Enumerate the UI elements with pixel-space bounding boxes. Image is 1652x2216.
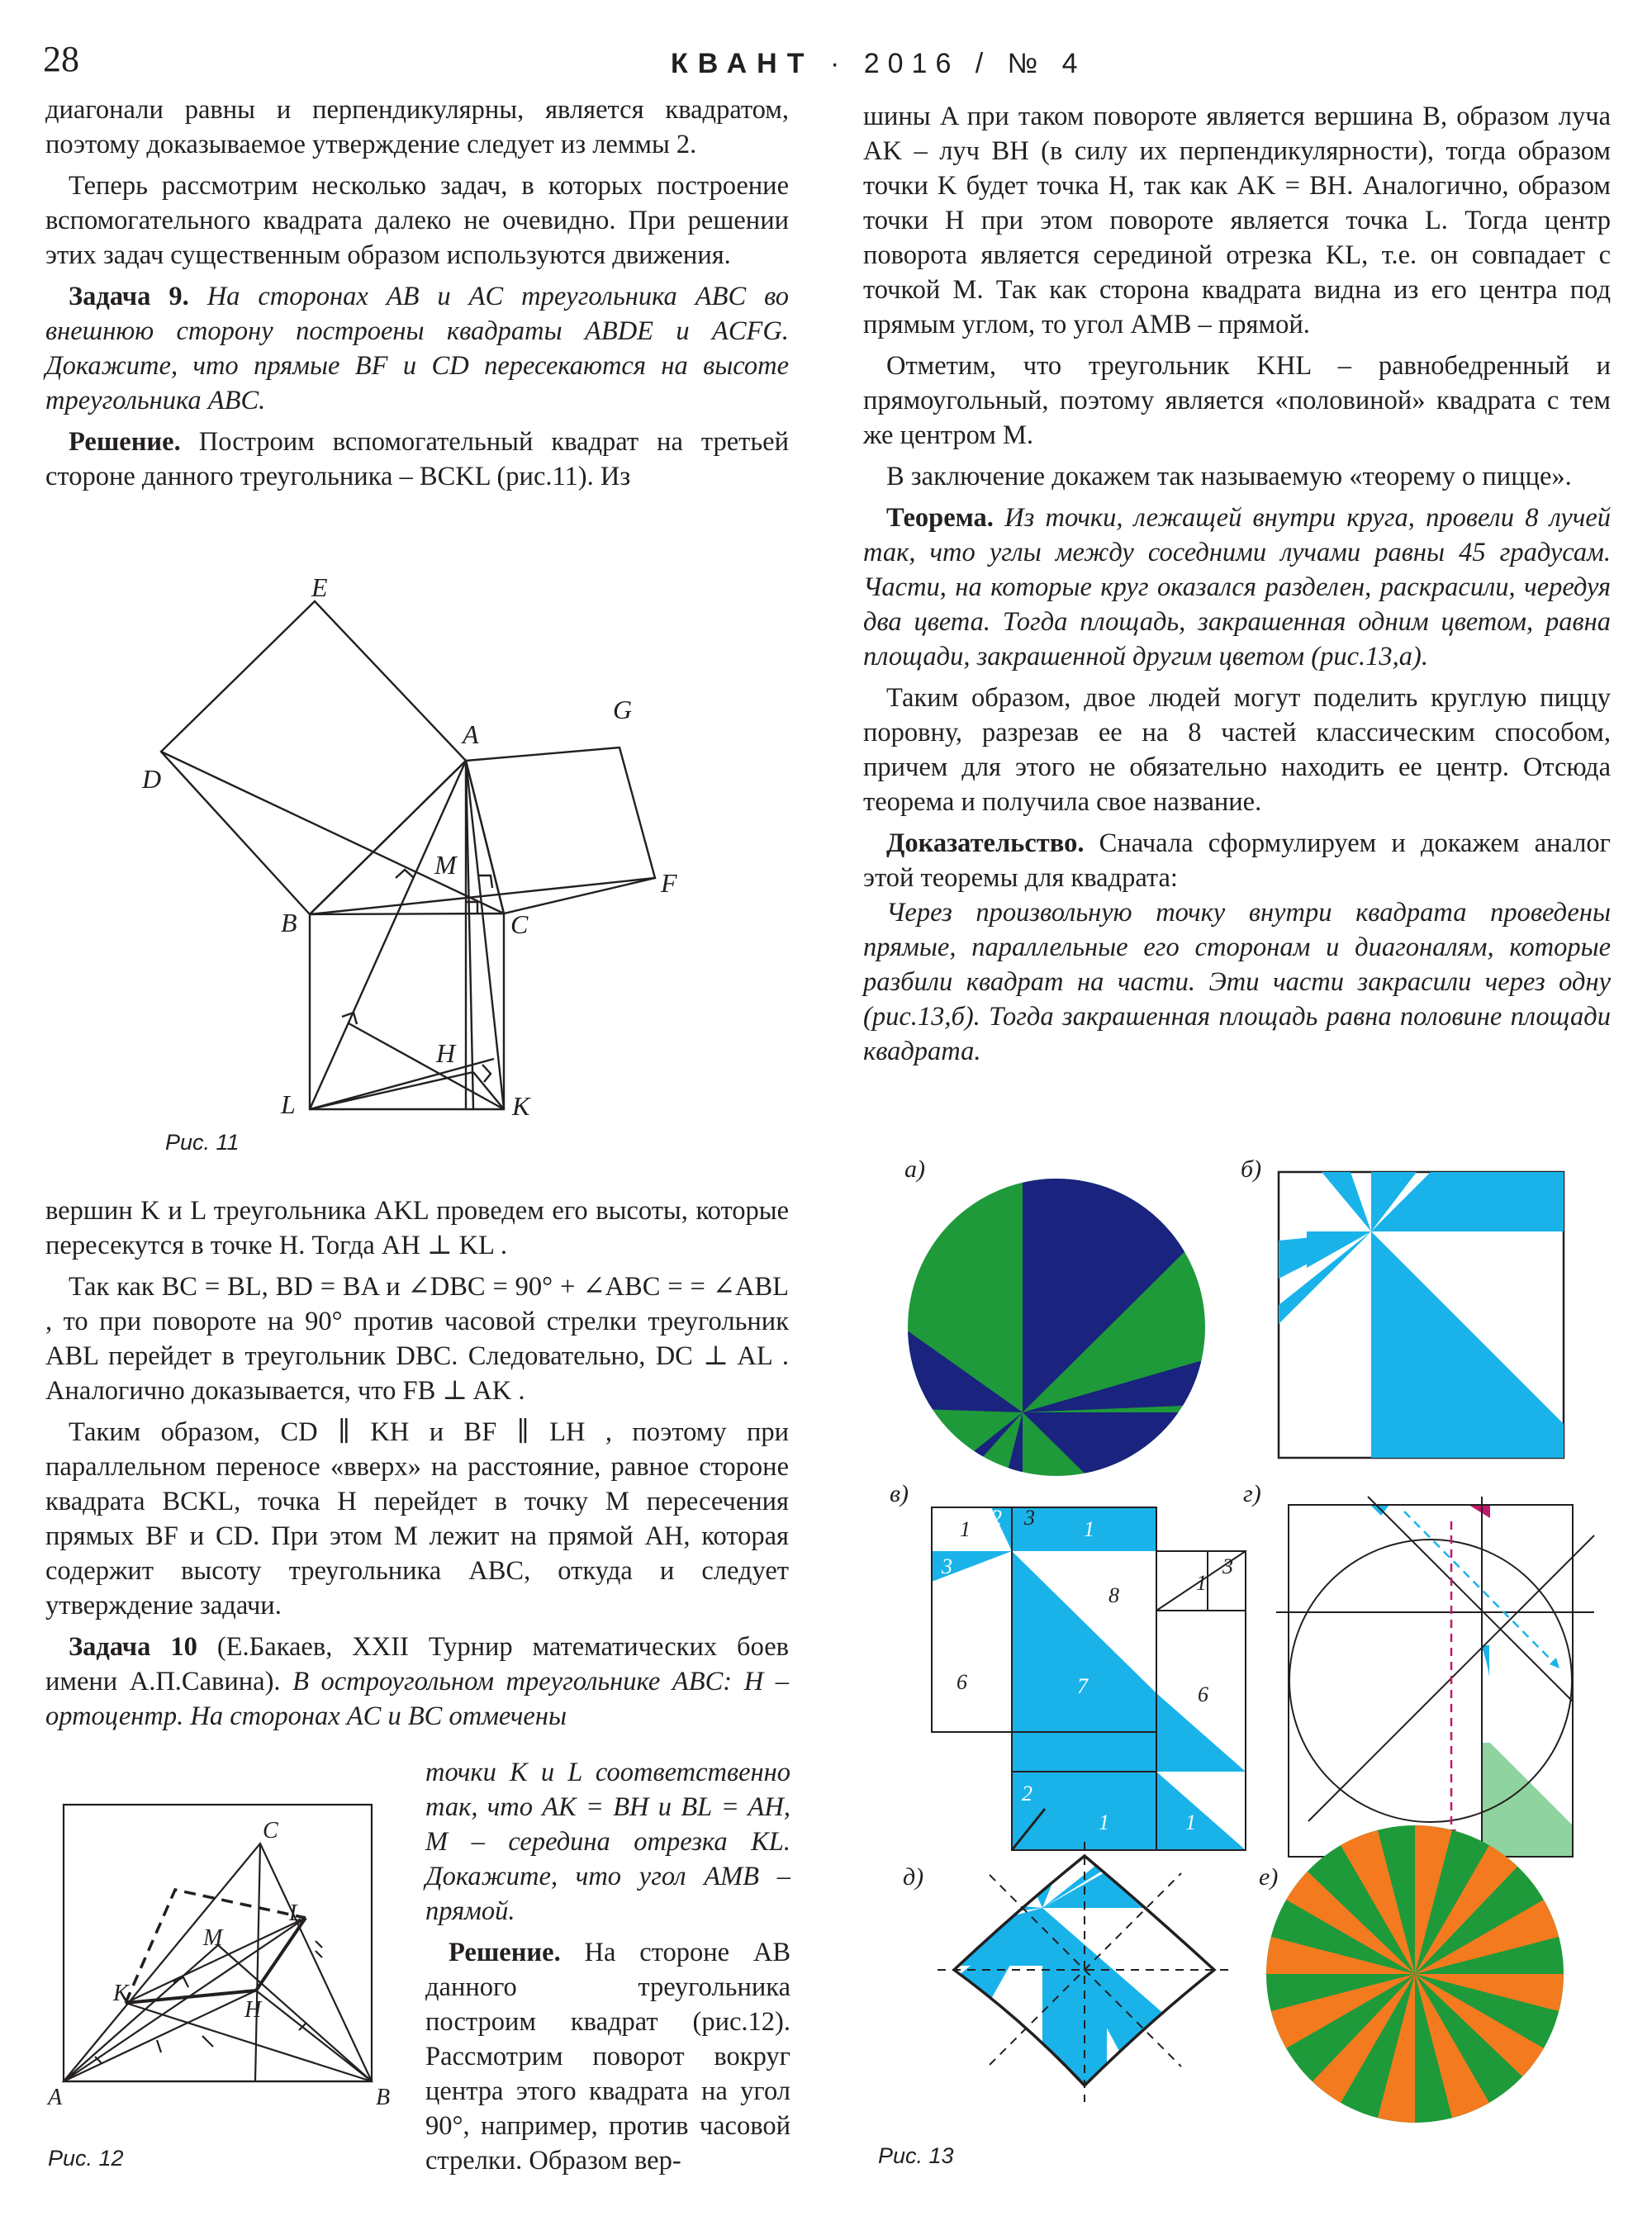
paragraph: Так как BC = BL, BD = BA и ∠DBC = 90° + ∠ABC = = ∠ABL , то при повороте на 90° против часовой стрелки треугольник ABL перейдет в треугольник DBC. Следовательно, DC ⊥ AL . Аналогично доказывается, что FB ⊥ AK .	[45, 1272, 789, 1406]
panel-d	[938, 1842, 1231, 2102]
paragraph: вершин K и L треугольника AKL проведем его высоты, которые пересекутся в точке H. Тогда AH ⊥ KL .	[45, 1196, 789, 1260]
journal-issue: · 2016 / № 4	[829, 48, 1086, 79]
panel-label-b: б)	[1241, 1155, 1262, 1183]
panel-label-d: д)	[903, 1863, 924, 1891]
theorem-label: Теорема.	[886, 503, 994, 533]
label-K: K	[512, 1091, 530, 1121]
label-D: D	[142, 764, 162, 794]
page-number: 28	[43, 39, 79, 79]
label-M: M	[203, 1925, 223, 1951]
lemma-text: Через произвольную точку внутри квадрата проведены прямые, параллельные его сторонам и диагоналям, которые разбили квадрат на части. Эти части закрасили через одну (рис.13,б). Тогда закрашенная площадь равна половине площади квадрата.	[863, 898, 1611, 1066]
task-10	[45, 1630, 789, 1734]
paragraph: В заключение докажем так называемую «теорему о пицце».	[886, 462, 1572, 491]
region-label: 1	[960, 1517, 971, 1541]
region-label: 6	[957, 1670, 967, 1694]
paragraph: Теперь рассмотрим несколько задач, в которых построение вспомогательного квадрата далеко не очевидно. При решении этих задач существенным образом используются движения.	[45, 171, 789, 270]
region-label: 3	[1024, 1506, 1035, 1530]
proof-label: Доказательство.	[886, 828, 1085, 858]
figure-12-caption: Рис. 12	[48, 2146, 124, 2171]
label-K: K	[113, 1981, 129, 2006]
paragraph: шины A при таком повороте является вершина B, образом луча AK – луч BH (в силу их перпендикулярности), тогда образом точки K будет точка H, так как AK = BH. Аналогично, образом точки H при этом повороте является точка L. Тогда центр поворота является серединой отрезка KL, т.е. он совпадает с точкой M. Так как сторона квадрата видна из его центра под прямым углом, то угол AMB – прямой.	[863, 102, 1611, 339]
task-label: Задача 9.	[69, 282, 189, 311]
region-label: 3	[942, 1554, 952, 1578]
journal-header	[671, 48, 1086, 80]
panel-label-a: а)	[904, 1155, 925, 1183]
task-text: На сторонах AB и AC треугольника ABC во внешнюю сторону построены квадраты ABDE и ACFG. Докажите, что прямые BF и CD пересекаются на высоте треугольника ABC.	[45, 282, 790, 415]
panel-label-g: г)	[1243, 1480, 1261, 1507]
figure-11	[124, 562, 867, 1148]
left-column-narrow	[425, 1755, 790, 2178]
region-label: 1	[1084, 1517, 1094, 1541]
label-F: F	[661, 868, 677, 898]
right-column	[863, 99, 1611, 1069]
label-G: G	[613, 695, 633, 724]
panel-b	[1279, 1172, 1564, 1458]
left-column-top	[45, 93, 789, 494]
region-label: 8	[1108, 1583, 1119, 1607]
task-10-continued	[425, 1755, 790, 1929]
region-label: 1	[1099, 1810, 1109, 1834]
panel-label-v: в)	[890, 1480, 909, 1507]
paragraph: Отметим, что треугольник KHL – равнобедренный и прямоугольный, поэтому является «половиной» квадрата с тем же центром M.	[863, 351, 1611, 450]
region-label: 3	[1222, 1554, 1233, 1578]
panel-v	[932, 1506, 1246, 1850]
label-A: A	[48, 2085, 63, 2110]
region-label: 1	[1196, 1571, 1207, 1595]
label-B: B	[281, 908, 297, 937]
solution-10	[425, 1935, 790, 2178]
panel-g	[1276, 1497, 1594, 1865]
theorem	[863, 501, 1611, 674]
left-column-middle	[45, 1193, 789, 1734]
paragraph: Таким образом, двое людей могут поделить круглую пиццу поровну, разрезав ее на 8 частей классическим способом, причем для этого не обязательно находить ее центр. Отсюда теорема и получила свое название.	[863, 683, 1611, 817]
journal-title: КВАНТ	[671, 48, 814, 79]
solution-text: На стороне AB данного треугольника построим квадрат (рис.12). Рассмотрим поворот вокруг центра этого квадрата на угол 90°, например, против часовой стрелки. Образом вер-	[425, 1938, 791, 2176]
panel-a	[892, 1140, 1222, 1503]
solution-text: Построим вспомогательный квадрат на третьей стороне данного треугольника – BCKL (рис.11). Из	[45, 427, 789, 491]
label-E: E	[311, 572, 328, 602]
task-text: В остроугольном треугольнике ABC: H – ортоцентр. На сторонах AC и BC отмечены	[45, 1667, 790, 1731]
paragraph: Таким образом, CD ∥ KH и BF ∥ LH , поэтому при параллельном переносе «вверх» на расстояние, равное стороне квадрата BCKL, точка H перейдет в точку M пересечения прямых BF и CD. При этом M лежит на прямой AH, которая содержит высоту треугольника ABC, откуда и следует утверждение задачи.	[45, 1417, 789, 1620]
square-lemma	[863, 895, 1611, 1069]
theorem-text: Из точки, лежащей внутри круга, провели 8 лучей так, что углы между соседними лучами равны 45 градусам. Части, на которые круг оказался разделен, раскрасили, чередуя два цвета. Тогда площадь, закрашенная одним цветом, равна площади, закрашенной другим цветом (рис.13,а).	[863, 503, 1612, 671]
label-H: H	[244, 1997, 262, 2023]
task-label: Задача 10	[69, 1632, 197, 1662]
square-bckl	[310, 913, 504, 1109]
region-label: 2	[1022, 1782, 1032, 1806]
region-label: 2	[991, 1506, 1002, 1530]
label-C: C	[510, 909, 529, 939]
paragraph: диагонали равны и перпендикулярны, является квадратом, поэтому доказываемое утверждение следует из леммы 2.	[45, 95, 789, 159]
label-M: M	[434, 850, 457, 880]
task-9	[45, 279, 789, 418]
figure-13	[859, 1152, 1619, 2209]
panel-label-e: е)	[1259, 1863, 1279, 1891]
panel-e	[1266, 1825, 1564, 2123]
label-H: H	[436, 1038, 456, 1068]
label-L: L	[281, 1089, 296, 1119]
figure-11-caption: Рис. 11	[165, 1130, 240, 1155]
region-label: 1	[1185, 1810, 1196, 1834]
label-B: B	[376, 2085, 391, 2110]
figure-12	[45, 1792, 392, 2114]
task-text: точки K и L соответственно так, что AK = BH и BL = AH, M – середина отрезка KL. Докажите, что угол AMB – прямой.	[425, 1758, 790, 1926]
proof	[863, 826, 1611, 895]
region-label: 6	[1198, 1682, 1208, 1706]
solution-9	[45, 425, 789, 494]
solution-label: Решение.	[449, 1938, 561, 1967]
task-source: (Е.Бакаев, XXII Турнир математических боев имени А.П.Савина).	[45, 1632, 789, 1696]
region-label: 7	[1077, 1674, 1088, 1698]
proof-text: Сначала сформулируем и докажем аналог этой теоремы для квадрата:	[863, 828, 1611, 893]
solution-label: Решение.	[69, 427, 181, 457]
label-C: C	[263, 1818, 278, 1844]
figure-13-caption: Рис. 13	[878, 2143, 954, 2168]
label-L: L	[289, 1900, 302, 1926]
square-abde	[161, 601, 466, 914]
label-A: A	[463, 719, 479, 749]
